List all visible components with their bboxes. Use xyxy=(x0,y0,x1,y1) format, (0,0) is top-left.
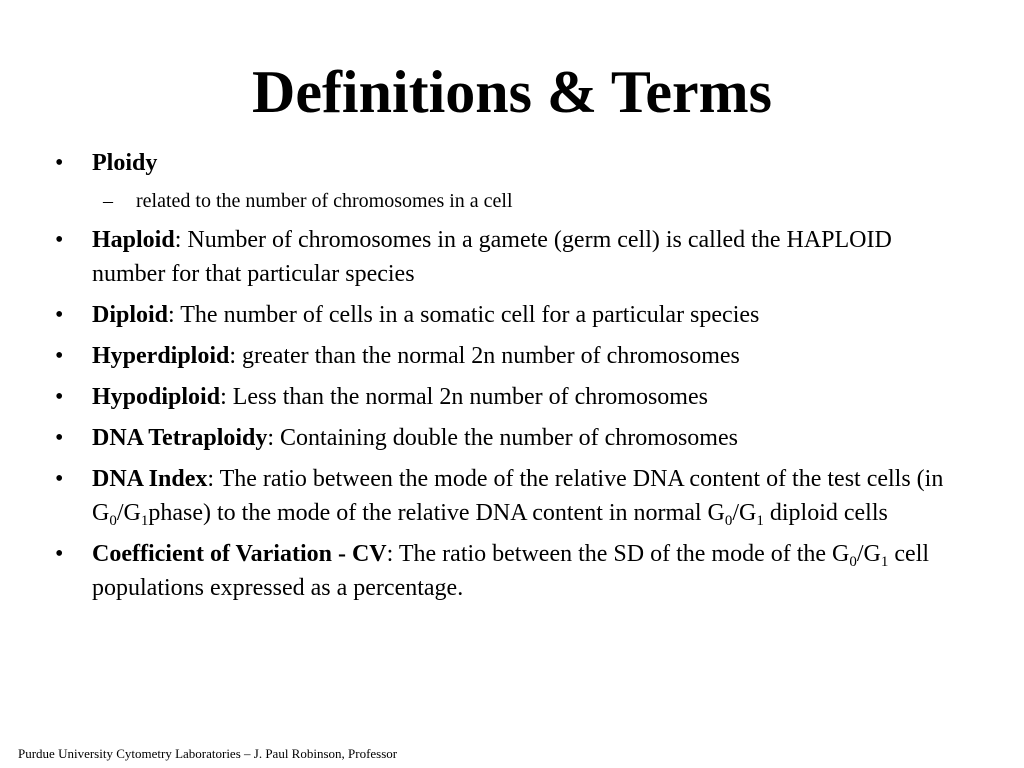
definition-diploid: : The number of cells in a somatic cell for a particular species xyxy=(168,302,760,328)
subscript-one: 1 xyxy=(880,554,889,570)
definition-cv-part: cell populations expressed as a percentage. xyxy=(92,541,930,601)
term-haploid: Haploid xyxy=(92,227,175,253)
definition-dna-index-part: phase) to the mode of the relative DNA content in normal G xyxy=(148,500,725,526)
list-item-hypodiploid xyxy=(55,380,945,414)
term-ploidy: Ploidy xyxy=(92,150,158,176)
sub-item-text: related to the number of chromosomes in a cell xyxy=(136,190,513,212)
bullet-icon: • xyxy=(55,150,64,176)
bullet-icon: • xyxy=(55,425,64,451)
definition-dna-tetraploidy: : Containing double the number of chromosomes xyxy=(267,425,738,451)
bullet-icon: • xyxy=(55,302,64,328)
bullet-icon: • xyxy=(55,384,64,410)
definition-dna-index-part: /G xyxy=(732,500,757,526)
definitions-list xyxy=(55,146,945,612)
term-dna-index: DNA Index xyxy=(92,466,208,492)
list-item-dna-index xyxy=(55,462,945,530)
list-item-coefficient-of-variation xyxy=(55,537,945,605)
sub-item-ploidy-definition xyxy=(55,187,945,215)
list-item-ploidy xyxy=(55,146,945,180)
definition-haploid: : Number of chromosomes in a gamete (germ cell) is called the HAPLOID number for that particular species xyxy=(92,227,892,287)
term-diploid: Diploid xyxy=(92,302,169,328)
definition-cv-part: : The ratio between the SD of the mode of the G xyxy=(386,541,850,567)
list-item-haploid xyxy=(55,223,945,291)
definition-dna-index-part: diploid cells xyxy=(763,500,888,526)
bullet-icon: • xyxy=(55,466,64,492)
subscript-one: 1 xyxy=(756,513,764,529)
dash-icon: – xyxy=(103,190,113,212)
definition-dna-index-part: : The ratio between the mode of the relative DNA content of the test cells (in G xyxy=(92,466,944,526)
subscript-zero: 0 xyxy=(109,513,117,529)
subscript-zero: 0 xyxy=(849,554,857,570)
term-hypodiploid: Hypodiploid xyxy=(92,384,221,410)
definition-hypodiploid: : Less than the normal 2n number of chromosomes xyxy=(220,384,708,410)
subscript-one: 1 xyxy=(140,513,149,529)
bullet-icon: • xyxy=(55,343,64,369)
slide-footer: Purdue University Cytometry Laboratories – J. Paul Robinson, Professor xyxy=(18,746,398,761)
term-coefficient-of-variation: Coefficient of Variation - CV xyxy=(92,541,387,567)
definition-hyperdiploid: : greater than the normal 2n number of chromosomes xyxy=(229,343,740,369)
definition-cv-part: /G xyxy=(856,541,881,567)
list-item-dna-tetraploidy xyxy=(55,421,945,455)
term-hyperdiploid: Hyperdiploid xyxy=(92,343,230,369)
list-item-diploid xyxy=(55,298,945,332)
subscript-zero: 0 xyxy=(724,513,733,529)
definition-dna-index-part: /G xyxy=(116,500,141,526)
list-item-hyperdiploid xyxy=(55,339,945,373)
bullet-icon: • xyxy=(55,541,64,567)
term-dna-tetraploidy: DNA Tetraploidy xyxy=(92,425,268,451)
slide-title: Definitions & Terms xyxy=(251,59,773,125)
bullet-icon: • xyxy=(55,227,64,253)
